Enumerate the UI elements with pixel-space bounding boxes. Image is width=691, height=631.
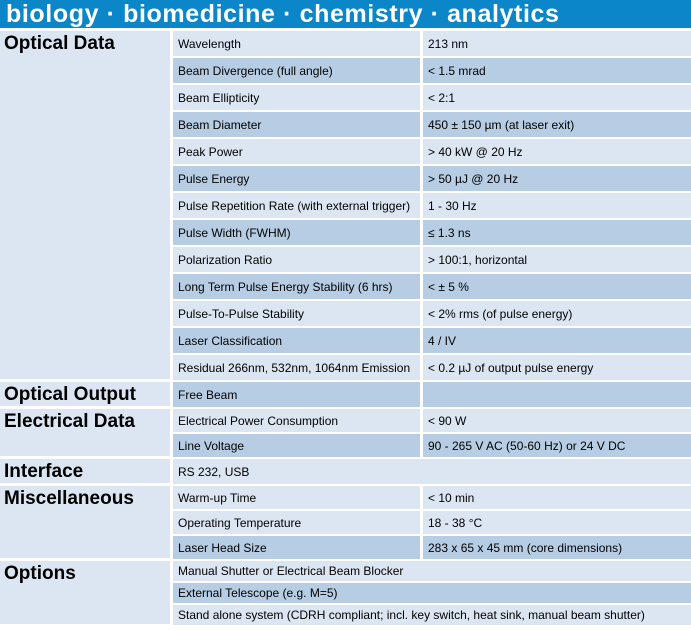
table-row — [0, 409, 691, 434]
param-cell: Peak Power — [173, 139, 423, 166]
param-cell: Pulse Energy — [173, 166, 423, 193]
param-cell: Manual Shutter or Electrical Beam Blocker — [173, 561, 691, 583]
value-cell: 450 ± 150 µm (at laser exit) — [423, 112, 691, 139]
table-row — [0, 382, 691, 409]
param-cell: Laser Head Size — [173, 536, 423, 561]
value-cell: < 0.2 µJ of output pulse energy — [423, 355, 691, 382]
section-title-optical-data: Optical Data — [0, 31, 173, 382]
section-title-optical-output: Optical Output — [0, 382, 173, 409]
value-cell: < 90 W — [423, 409, 691, 434]
value-cell: > 40 kW @ 20 Hz — [423, 139, 691, 166]
param-cell: Long Term Pulse Energy Stability (6 hrs) — [173, 274, 423, 301]
table-row — [0, 486, 691, 511]
specifications-table — [0, 31, 691, 627]
table-row — [0, 31, 691, 58]
value-cell: ≤ 1.3 ns — [423, 220, 691, 247]
param-cell: Laser Classification — [173, 328, 423, 355]
param-cell: Beam Diameter — [173, 112, 423, 139]
param-cell: Operating Temperature — [173, 511, 423, 536]
value-cell: 4 / IV — [423, 328, 691, 355]
section-title-electrical-data: Electrical Data — [0, 409, 173, 459]
param-cell: Free Beam — [173, 382, 423, 409]
value-cell: < ± 5 % — [423, 274, 691, 301]
value-cell: > 100:1, horizontal — [423, 247, 691, 274]
param-cell: Beam Divergence (full angle) — [173, 58, 423, 85]
table-row — [0, 459, 691, 486]
value-cell — [423, 382, 691, 409]
param-cell: Pulse Repetition Rate (with external trigger) — [173, 193, 423, 220]
param-cell: Stand alone system (CDRH compliant; incl. key switch, heat sink, manual beam shutter) — [173, 605, 691, 627]
param-cell: Pulse-To-Pulse Stability — [173, 301, 423, 328]
value-cell: < 2:1 — [423, 85, 691, 112]
value-cell: 1 - 30 Hz — [423, 193, 691, 220]
section-title-options: Options — [0, 561, 173, 627]
header-banner — [0, 0, 691, 28]
param-cell: Warm-up Time — [173, 486, 423, 511]
param-cell: Beam Ellipticity — [173, 85, 423, 112]
value-cell: 18 - 38 °C — [423, 511, 691, 536]
banner-text: biology · biomedicine · chemistry · analytics — [6, 0, 560, 28]
value-cell: 90 - 265 V AC (50-60 Hz) or 24 V DC — [423, 434, 691, 459]
value-cell: < 10 min — [423, 486, 691, 511]
value-cell: 213 nm — [423, 31, 691, 58]
section-title-miscellaneous: Miscellaneous — [0, 486, 173, 561]
table-row — [0, 561, 691, 583]
value-cell: 283 x 65 x 45 mm (core dimensions) — [423, 536, 691, 561]
param-cell: Polarization Ratio — [173, 247, 423, 274]
param-cell: External Telescope (e.g. M=5) — [173, 583, 691, 605]
param-cell: Electrical Power Consumption — [173, 409, 423, 434]
section-title-interface: Interface — [0, 459, 173, 486]
param-cell: Line Voltage — [173, 434, 423, 459]
param-cell: Wavelength — [173, 31, 423, 58]
param-cell: RS 232, USB — [173, 459, 691, 486]
param-cell: Pulse Width (FWHM) — [173, 220, 423, 247]
param-cell: Residual 266nm, 532nm, 1064nm Emission — [173, 355, 423, 382]
value-cell: < 1.5 mrad — [423, 58, 691, 85]
value-cell: < 2% rms (of pulse energy) — [423, 301, 691, 328]
value-cell: > 50 µJ @ 20 Hz — [423, 166, 691, 193]
